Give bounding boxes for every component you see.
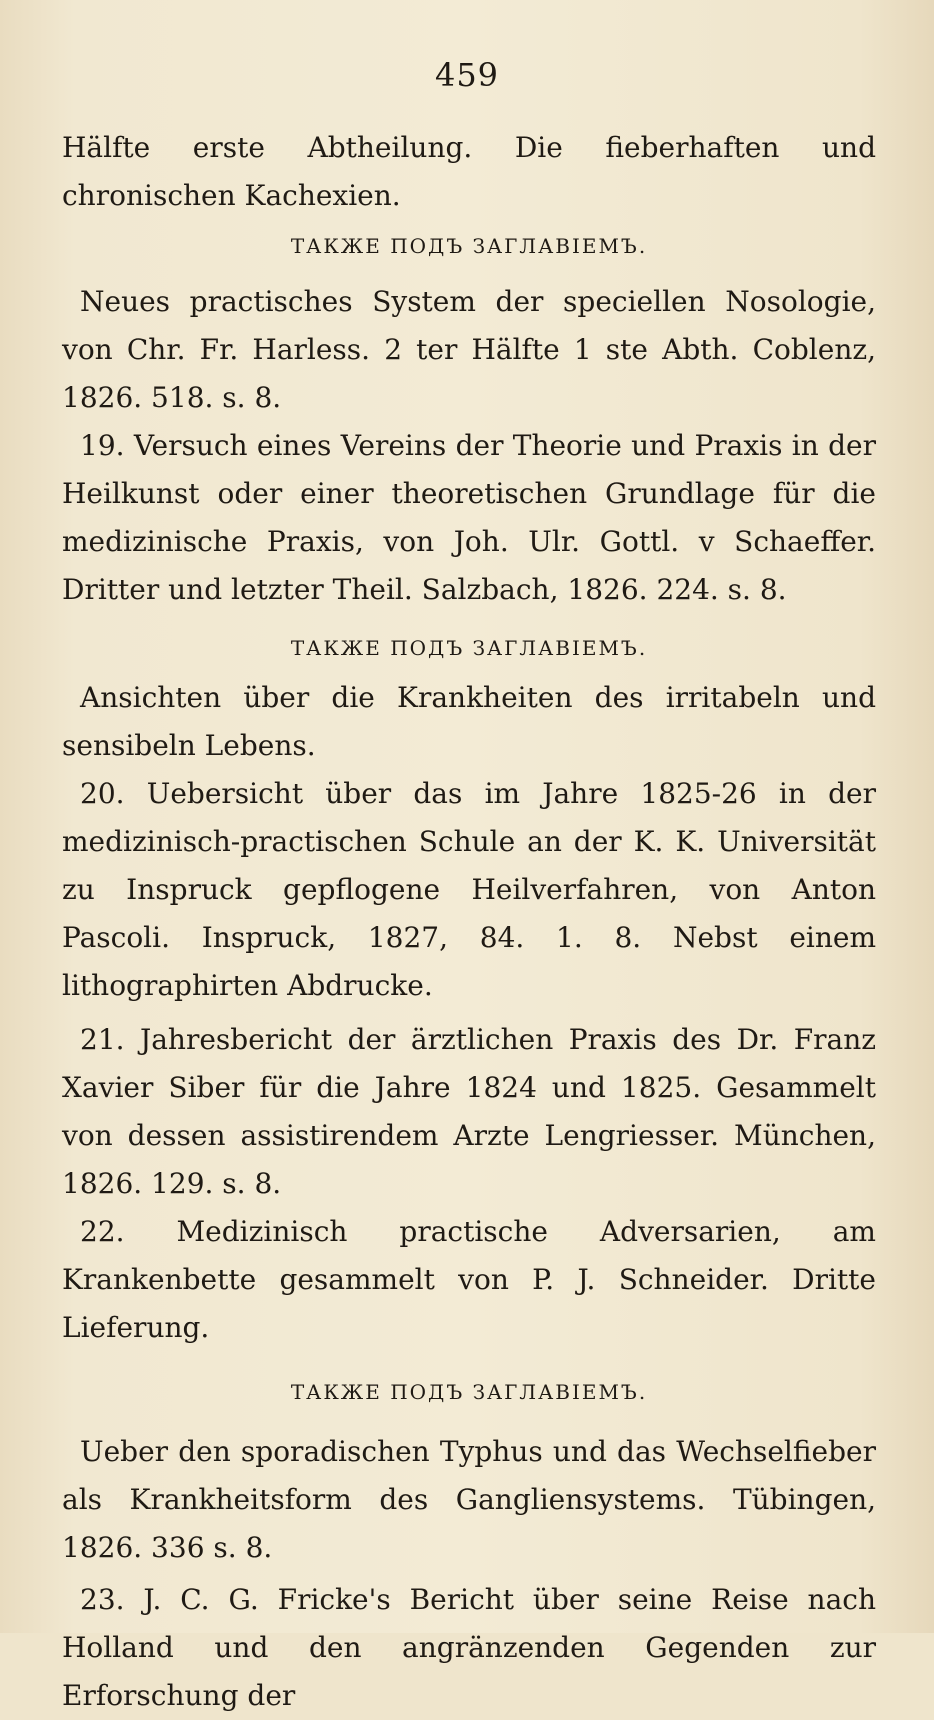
entry-paragraph: Neues practisches System der speciellen Nosologie, von Chr. Fr. Harless. 2 ter Hälfte 1 ste Abth. Coblenz, 1826. 518. s. 8. (62, 285, 876, 414)
section-heading: ТАКЖЕ ПОДЪ ЗАГЛАВІЕМЪ. (290, 636, 648, 660)
paragraph-continuation: Hälfte erste Abtheilung. Die fieberhaften und chronischen Kachexien. (62, 131, 876, 212)
page-number: 459 (434, 56, 500, 94)
section-heading: ТАКЖЕ ПОДЪ ЗАГЛАВІЕМЪ. (290, 1380, 648, 1404)
entry-paragraph: 20. Uebersicht über das im Jahre 1825-26 in der medizinisch-practischen Schule an der K. K. Universität zu Inspruck gepflogene Heilverfahren, von Anton Pascoli. Inspruck, 1827, 84. 1. 8. Nebst einem lithographirten Abdrucke. (62, 777, 876, 1002)
entry-paragraph: Ueber den sporadischen Typhus und das Wechselfieber als Krankheitsform des Gangliensystems. Tübingen, 1826. 336 s. 8. (62, 1435, 876, 1564)
entry-paragraph: Ansichten über die Krankheiten des irritabeln und sensibeln Lebens. (62, 681, 876, 762)
entry-paragraph: 22. Medizinisch practische Adversarien, am Krankenbette gesammelt von P. J. Schneider. Dritte Lieferung. (62, 1215, 876, 1344)
entry-paragraph: 23. J. C. G. Fricke's Bericht über seine Reise nach Holland und den angränzenden Gegenden zur Erforschung der (62, 1583, 876, 1712)
page-body (62, 124, 876, 1720)
entry-paragraph: 21. Jahresbericht der ärztlichen Praxis des Dr. Franz Xavier Siber für die Jahre 1824 und 1825. Gesammelt von dessen assistirendem Arzte Lengriesser. München, 1826. 129. s. 8. (62, 1023, 876, 1200)
entry-paragraph: 19. Versuch eines Vereins der Theorie und Praxis in der Heilkunst oder einer theoretischen Grundlage für die medizinische Praxis, von Joh. Ulr. Gottl. v Schaeffer. Dritter und letzter Theil. Salzbach, 1826. 224. s. 8. (62, 429, 876, 606)
section-heading: ТАКЖЕ ПОДЪ ЗАГЛАВІЕМЪ. (290, 234, 648, 258)
